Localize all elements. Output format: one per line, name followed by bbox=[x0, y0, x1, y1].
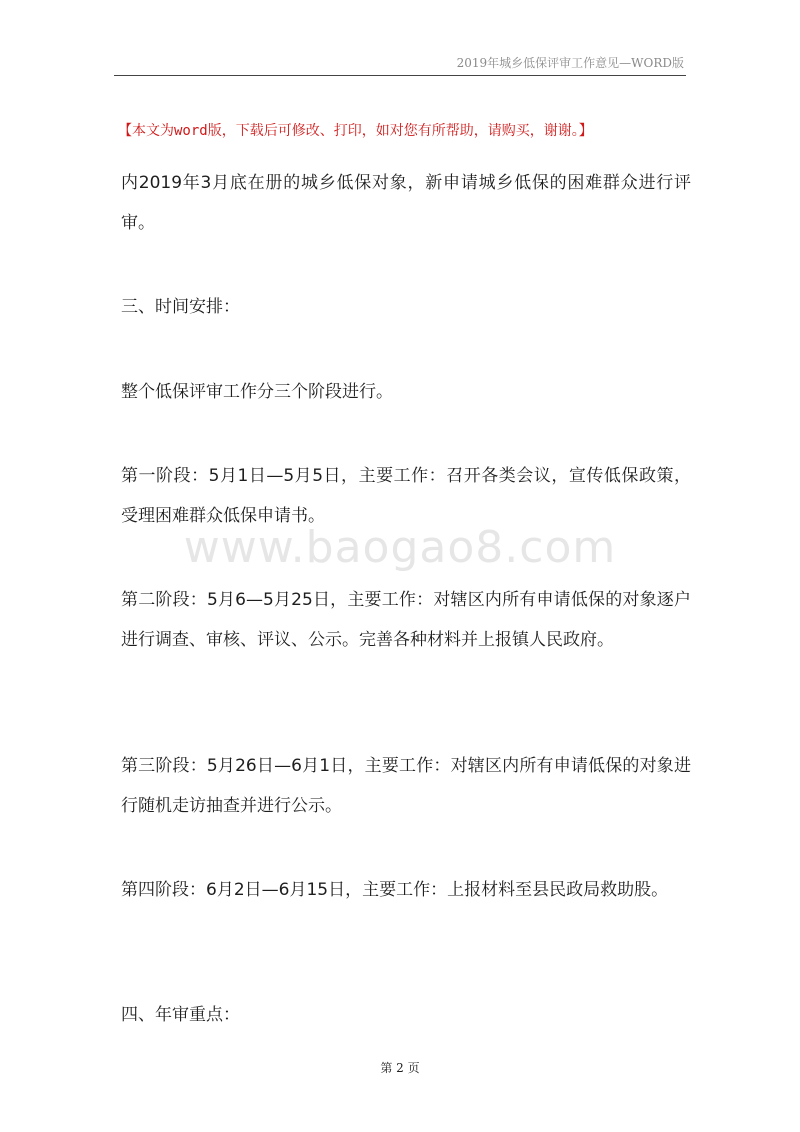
running-header: 2019年城乡低保评审工作意见—WORD版 bbox=[456, 56, 684, 70]
paragraph-2: 整个低保评审工作分三个阶段进行。 bbox=[121, 382, 393, 402]
paragraph-1: 内2019年3月底在册的城乡低保对象，新申请城乡低保的困难群众进行评审。 bbox=[121, 173, 691, 233]
stage-two-paragraph: 第二阶段：5月6—5月25日，主要工作：对辖区内所有申请低保的对象逐户进行调查、审核、评议、公示。完善各种材料并上报镇人民政府。 bbox=[121, 590, 691, 650]
stage-four-paragraph: 第四阶段：6月2日—6月15日，主要工作：上报材料至县民政局救助股。 bbox=[121, 880, 669, 900]
section-heading-key-points: 四、年审重点： bbox=[121, 1005, 240, 1025]
stage-three-paragraph: 第三阶段：5月26日—6月1日，主要工作：对辖区内所有申请低保的对象进行随机走访抽查并进行公示。 bbox=[121, 756, 691, 816]
stage-one-paragraph: 第一阶段：5月1日—5月5日，主要工作：召开各类会议，宣传低保政策，受理困难群众低保申请书。 bbox=[121, 466, 691, 526]
page-number: 第 2 页 bbox=[380, 1061, 420, 1075]
purchase-notice: 【本文为word版，下载后可修改、打印，如对您有所帮助，请购买，谢谢。】 bbox=[118, 123, 593, 139]
header-divider bbox=[114, 75, 686, 76]
watermark: www.baogao8.com bbox=[183, 522, 617, 573]
section-heading-schedule: 三、时间安排： bbox=[121, 297, 240, 317]
